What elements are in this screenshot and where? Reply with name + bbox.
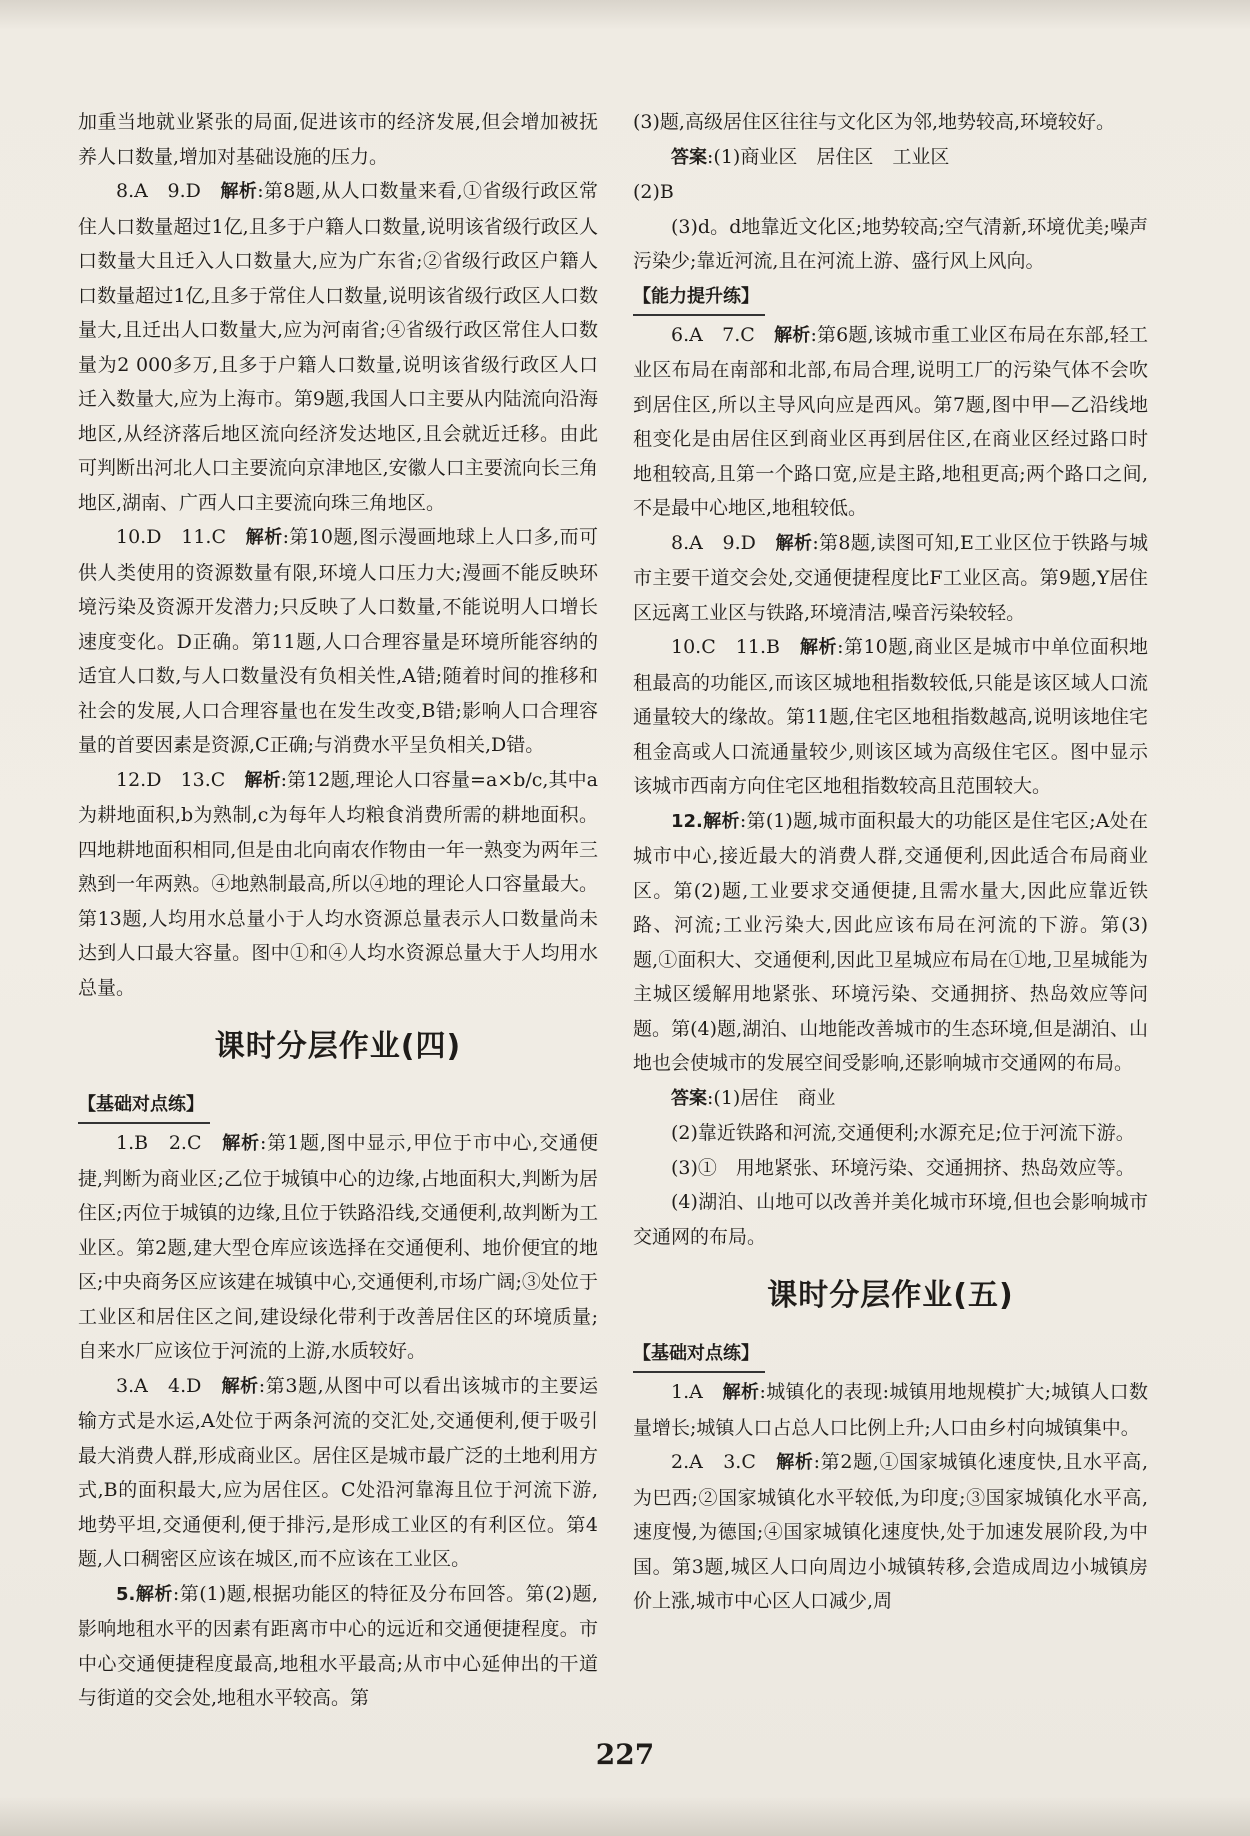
analysis-label: 解析 — [776, 1452, 814, 1473]
answer-12 — [633, 804, 1148, 1081]
analysis-text: :第8题,读图可知,E工业区位于铁路与城市主要干道交会处,交通便捷程度比F工业区高。第9题,Y居住区远离工业区与铁路,环境清洁,噪音污染较轻。 — [633, 531, 1148, 624]
analysis-text: :第10题,图示漫画地球上人口多,而可供人类使用的资源数量有限,环境人口压力大;漫画不能反映环境污染及资源开发潜力;只反映了人口数量,不能说明人口增长速度变化。D正确。第11题,人口合理容量是环境所能容纳的适宜人口数,与人口数量没有负相关性,A错;随着时间的推移和社会的发展,人口合理容量也在发生改变,B错;影响人口合理容量的首要因素是资源,C正确;与消费水平呈负相关,D错。 — [78, 526, 598, 756]
page-number: 227 — [595, 1738, 655, 1771]
answer-2-3 — [633, 1445, 1148, 1619]
answer-numbers: 2.A 3.C — [671, 1451, 777, 1473]
analysis-text: :第12题,理论人口容量=a×b/c,其中a为耕地面积,b为熟制,c为每年人均粮食消费所需的耕地面积。四地耕地面积相同,但是由北向南农作物由一年一熟变为两年三熟到一年两熟。④地熟制最高,所以④地的理论人口容量最大。第13题,人均用水总量小于人均水资源总量表示人口数量尚未达到人口最大容量。图中①和④人均水资源总量大于人均用水总量。 — [78, 768, 599, 999]
answer-text: :(1)居住 商业 — [707, 1086, 836, 1109]
answer-numbers: 12.D 13.C — [116, 768, 245, 791]
analysis-text: :第1题,图中显示,甲位于市中心,交通便捷,判断为商业区;乙位于城镇中心的边缘,占地面积大,判断为居住区;丙位于城镇的边缘,且位于铁路沿线,交通便利,故判断为工业区。第2题,建大型仓库应该选择在交通便利、地价便宜的地区;中央商务区应该建在城镇中心,交通便利,市场广阔;③处位于工业区和居住区之间,建设绿化带利于改善居住区的环境质量;自来水厂应该位于河流的上游,水质较好。 — [78, 1132, 598, 1362]
answer-block — [633, 140, 1148, 176]
answer-label: 答案 — [671, 1087, 707, 1109]
answer-numbers: 3.A 4.D — [116, 1374, 222, 1397]
answer-1-2 — [78, 1126, 598, 1369]
answer-numbers: 1.A — [671, 1381, 723, 1403]
section-heading-4: 课时分层作业(四) — [214, 1029, 462, 1064]
subsection-label: 【 基础对点练 】 — [78, 1088, 204, 1122]
analysis-label: 解析 — [245, 527, 283, 548]
section-heading-5: 课时分层作业(五) — [767, 1278, 1014, 1313]
answer-numbers: 6.A 7.C — [671, 323, 775, 346]
answer-8-9 — [633, 526, 1148, 631]
answer-numbers: 10.C 11.B — [671, 636, 801, 658]
paragraph: (3)题,高级居住区往往与文化区为邻,地势较高,环境较好。 — [633, 111, 1116, 133]
analysis-label: 解析 — [775, 532, 813, 554]
analysis-text: :第3题,从图中可以看出该城市的主要运输方式是水运,A处位于两条河流的交汇处,交通便利,便于吸引最大消费人群,形成商业区。居住区是城市最广泛的土地利用方式,B的面积最大,应为居住区。C处沿河靠海且位于河流下游,地势平坦,交通便利,便于排污,是形成工业区的有利区位。第4题,人口稠密区应该在城区,而不应该在工业区。 — [78, 1374, 598, 1570]
answer-1 — [633, 1375, 1148, 1445]
analysis-label: 解析 — [774, 324, 811, 346]
answer-10-11 — [78, 520, 598, 763]
subsection-basic — [633, 1336, 765, 1373]
scan-top-shade — [0, 0, 1250, 30]
answer-line: (3)d。d地靠近文化区;地势较高;空气清新,环境优美;噪声污染少;靠近河流,且在河流上游、盛行风上风向。 — [633, 215, 1148, 272]
answer-line: (2)B — [633, 181, 674, 203]
answer-5 — [78, 1577, 598, 1716]
left-column — [78, 105, 598, 1716]
answer-8-9 — [78, 174, 598, 520]
answer-10-11 — [633, 630, 1148, 804]
right-column — [633, 105, 1148, 1619]
subsection-ability — [633, 279, 765, 316]
analysis-label: 解析 — [222, 1133, 260, 1154]
answer-text: :(1)商业区 居住区 工业区 — [707, 145, 950, 168]
answer-12-block — [633, 1081, 1148, 1117]
subsection-basic — [78, 1087, 210, 1124]
answer-numbers: 1.B 2.C — [116, 1132, 223, 1154]
answer-numbers: 10.D 11.C — [116, 526, 246, 548]
analysis-label: 12.解析 — [671, 810, 740, 832]
analysis-text: :第(1)题,根据功能区的特征及分布回答。第(2)题,影响地租水平的因素有距离市中心的远近和交通便捷程度。市中心交通便捷程度最高,地租水平最高;从市中心延伸出的干道与街道的交会处,地租水平较高。第 — [78, 1582, 598, 1709]
analysis-text: :第2题,①国家城镇化速度快,且水平高,为巴西;②国家城镇化水平较低,为印度;③国家城镇化水平高,速度慢,为德国;④国家城镇化速度快,处于加速发展阶段,为中国。第3题,城区人口向周边小城镇转移,会造成周边小城镇房价上涨,城市中心区人口减少,周 — [633, 1451, 1149, 1612]
analysis-label: 解析 — [722, 1382, 760, 1403]
answer-label: 答案 — [671, 146, 707, 168]
analysis-label: 5.解析 — [116, 1583, 173, 1605]
subsection-label: 【 基础对点练 】 — [633, 1337, 759, 1371]
answer-3-4 — [78, 1369, 598, 1577]
analysis-label: 解析 — [221, 1375, 259, 1397]
answer-numbers: 8.A 9.D — [116, 180, 221, 202]
paragraph: 加重当地就业紧张的局面,促进该市的经济发展,但会增加被抚养人口数量,增加对基础设施的压力。 — [78, 111, 598, 168]
analysis-text: :第8题,从人口数量来看,①省级行政区常住人口数量超过1亿,且多于户籍人口数量,说明该省级行政区人口数量大且迁入人口数量大,应为广东省;②省级行政区户籍人口数量超过1亿,且多于常住人口数量,说明该省级行政区人口数量大,且迁出人口数量大,应为河南省;④省级行政区常住人口数量为2 000多万,且多于户籍人口数量,说明该省级行政区人口迁入数量大,应为上海市。第9题,我国人口主要从内陆流向沿海地区,从经济落后地区流向经济发达地区,且会就近迁移。由此可判断出河北人口主要流向京津地区,安徽人口主要流向长三角地区,湖南、广西人口主要流向珠三角地区。 — [78, 180, 598, 514]
answer-line: (3)① 用地紧张、环境污染、交通拥挤、热岛效应等。 — [671, 1156, 1135, 1179]
analysis-text: :城镇化的表现:城镇用地规模扩大;城镇人口数量增长;城镇人口占总人口比例上升;人口由乡村向城镇集中。 — [633, 1381, 1148, 1439]
answer-line: (4)湖泊、山地可以改善并美化城市环境,但也会影响城市交通网的布局。 — [633, 1191, 1148, 1248]
analysis-text: :第6题,该城市重工业区布局在东部,轻工业区布局在南部和北部,布局合理,说明工厂的污染气体不会吹到居住区,所以主导风向应是西风。第7题,图中甲—乙沿线地租变化是由居住区到商业区再到居住区,在商业区经过路口时地租较高,且第一个路口宽,应是主路,地租更高;两个路口之间,不是最中心地区,地租较低。 — [633, 323, 1148, 519]
subsection-label: 【 能力提升练 】 — [633, 280, 759, 314]
analysis-label: 解析 — [220, 181, 258, 202]
analysis-text: :第10题,商业区是城市中单位面积地租最高的功能区,而该区城地租指数较低,只能是该区域人口流通量较大的缘故。第11题,住宅区地租指数越高,说明该地住宅租金高或人口流通量较少,则该区域为高级住宅区。图中显示该城市西南方向住宅区地租指数较高且范围较大。 — [633, 636, 1148, 797]
answer-12-13 — [78, 763, 598, 1006]
answer-line: (2)靠近铁路和河流,交通便利;水源充足;位于河流下游。 — [671, 1122, 1135, 1144]
analysis-label: 解析 — [800, 637, 838, 658]
scan-bottom-shade — [0, 1796, 1250, 1836]
answer-numbers: 8.A 9.D — [671, 531, 776, 554]
analysis-label: 解析 — [244, 769, 281, 791]
answer-6-7 — [633, 318, 1148, 526]
analysis-text: :第(1)题,城市面积最大的功能区是住宅区;A处在城市中心,接近最大的消费人群,交通便利,因此适合布局商业区。第(2)题,工业要求交通便捷,且需水量大,因此应靠近铁路、河流;工业污染大,因此应该布局在河流的下游。第(3)题,①面积大、交通便利,因此卫星城应布局在①地,卫星城能为主城区缓解用地紧张、环境污染、交通拥挤、热岛效应等问题。第(4)题,湖泊、山地能改善城市的生态环境,但是湖泊、山地也会使城市的发展空间受影响,还影响城市交通网的布局。 — [633, 809, 1148, 1074]
